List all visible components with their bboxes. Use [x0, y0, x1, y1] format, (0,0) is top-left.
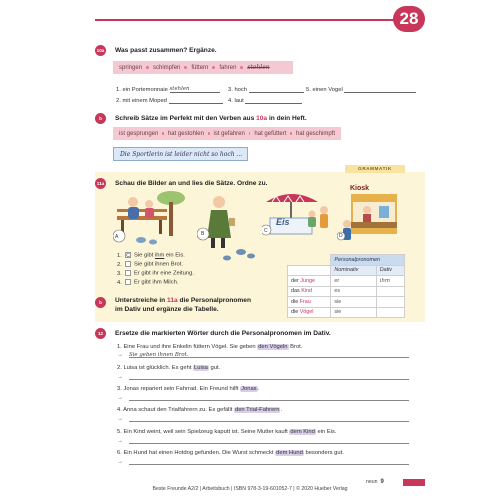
word-schimpfen: schimpfen: [153, 64, 181, 71]
ex12-answer-2[interactable]: →: [117, 374, 409, 380]
exercise-12-instruction: Ersetze die markierten Wörter durch die Personalpronomen im Dativ.: [115, 330, 331, 337]
separator-dot: [249, 132, 251, 135]
ex12-answer-5[interactable]: →: [117, 438, 409, 444]
table-row: das Kind es: [288, 286, 405, 297]
exercise-10a-instruction: Was passt zusammen? Ergänze.: [115, 47, 217, 54]
page-tag: [403, 479, 425, 486]
illustration-c-sign: Eis: [276, 217, 290, 227]
ex12-item-2: 2. Luisa ist glücklich. Es geht Luisa gut.: [117, 365, 221, 371]
answer-field[interactable]: stehlen: [170, 86, 220, 93]
column-header-dativ: Dativ: [376, 265, 404, 276]
fill-item-2: 2. mit einem Moped: [116, 97, 223, 104]
separator-dot: [290, 132, 292, 135]
ex12-answer-6[interactable]: →: [117, 459, 409, 465]
header-rule: [95, 19, 415, 21]
illustration-b-woman-pigeons: [197, 192, 259, 264]
unit-badge: 28: [393, 6, 425, 32]
illustration-c-ice-cream: [262, 190, 334, 242]
word-ist-gesprungen: ist gesprungen: [119, 130, 159, 137]
word-hat-gestohlen: hat gestohlen: [167, 130, 204, 137]
answer-cell[interactable]: [376, 286, 404, 297]
illustration-letter-b: B: [201, 231, 205, 237]
separator-dot: [208, 132, 210, 135]
personal-pronoun-table: [287, 254, 405, 318]
grammar-tab-label: GRAMMATIK: [345, 165, 405, 173]
fill-item-3: 3. hoch: [228, 86, 304, 93]
exercise-10b-instruction: Schreib Sätze im Perfekt mit den Verben aus 10a in dein Heft.: [115, 115, 307, 122]
fill-item-5: 5. einen Vogel: [306, 86, 416, 93]
separator-dot: [184, 66, 187, 69]
illustration-letter-d: D: [339, 233, 343, 239]
answer-checkbox[interactable]: C: [126, 253, 130, 259]
illustration-letter-c: C: [264, 228, 268, 234]
separator-dot: [146, 66, 149, 69]
word-hat-geschimpft: hat geschimpft: [295, 130, 336, 137]
fill-item-4: 4. laut: [228, 97, 302, 104]
ex12-answer-3[interactable]: →: [117, 395, 409, 401]
word-fahren: fahren: [219, 64, 237, 71]
word-hat-gefuettert: hat gefüttert: [254, 130, 287, 137]
word-ist-gefahren: ist gefahren: [213, 130, 245, 137]
exercise-11b-instruction-line2: im Dativ und ergänze die Tabelle.: [115, 306, 219, 313]
separator-dot: [162, 132, 164, 135]
page-number: neun 9: [366, 479, 384, 485]
answer-cell[interactable]: [376, 307, 404, 318]
exercise-number-11a: 11a: [95, 178, 106, 189]
sentence-2: 2. Sie gibt ihnen Brot.: [117, 261, 183, 268]
word-stehlen-crossed: stehlen: [247, 64, 270, 71]
ex12-answer-1[interactable]: → Sie geben ihnen Brot.: [117, 352, 409, 358]
answer-field[interactable]: [249, 86, 304, 93]
exercise-number-11b: b: [95, 297, 106, 308]
table-row: der Junge er ihm: [288, 276, 405, 287]
table-row: die Vögel sie: [288, 307, 405, 318]
word-fuettern: füttern: [191, 64, 209, 71]
illustration-a-bench-birds: [113, 190, 193, 248]
illustration-d-kiosk: [337, 184, 403, 244]
answer-checkbox[interactable]: [125, 261, 131, 267]
example-sentence-box: [113, 147, 248, 161]
exercise-11b-instruction-line1: Unterstreiche in 11a die Personalpronomen: [115, 297, 251, 304]
exercise-number-10b: b: [95, 113, 106, 124]
illustration-d-sign: Kiosk: [350, 185, 370, 192]
separator-dot: [212, 66, 215, 69]
illustration-letter-a: A: [115, 234, 119, 240]
word-box-10a: [113, 61, 293, 74]
exercise-11a-instruction: Schau die Bilder an und lies die Sätze. Ordne zu.: [115, 180, 268, 187]
word-box-10b: [113, 127, 341, 140]
separator-dot: [240, 66, 243, 69]
ex12-item-4: 4. Anna schaut den Trialfahrern zu. Es gefällt den Trial-Fahrern.: [117, 407, 283, 413]
answer-field[interactable]: [169, 97, 223, 104]
ex12-item-1: 1. Eine Frau und ihre Enkelin füttern Vögel. Sie geben den Vögeln Brot.: [117, 344, 303, 350]
sentence-4: 4. Er gibt ihm Milch.: [117, 279, 179, 286]
footer-credits: Beste Freunde A2/2 | Arbeitsbuch | ISBN 978-3-19-601052-7 | © 2020 Hueber Verlag: [152, 486, 348, 492]
answer-cell[interactable]: [376, 297, 404, 308]
sentence-3: 3. Er gibt ihr eine Zeitung.: [117, 270, 194, 277]
ex12-item-6: 6. Ein Hund hat einen Hotdog gefunden. Die Wurst schmeckt dem Hund besonders gut.: [117, 450, 344, 456]
exercise-number-12: 12: [95, 328, 106, 339]
answer-checkbox[interactable]: [125, 270, 131, 276]
example-sentence: Die Sportlerin ist leider nicht so hoch ...: [120, 151, 243, 158]
sentence-1: 1. C Sie gibt ihm ein Eis.: [117, 252, 185, 259]
ex12-item-5: 5. Ein Kind weint, weil sein Spielzeug kaputt ist. Seine Mutter kauft dem Kind ein Eis.: [117, 429, 337, 435]
table-title: Personalpronomen: [331, 255, 405, 266]
ex12-answer-4[interactable]: →: [117, 416, 409, 422]
fill-item-1: 1. ein Portemonnaie stehlen: [116, 86, 220, 93]
exercise-number-10a: 10a: [95, 45, 106, 56]
ex12-item-3: 3. Jonas repariert sein Fahrrad. Ein Freund hilft Jonas.: [117, 386, 260, 392]
column-header-nominativ: Nominativ: [331, 265, 376, 276]
word-springen: springen: [119, 64, 143, 71]
answer-cell[interactable]: ihm: [376, 276, 404, 287]
answer-field[interactable]: [245, 97, 302, 104]
answer-checkbox[interactable]: [125, 279, 131, 285]
answer-field[interactable]: [344, 86, 416, 93]
table-row: die Frau sie: [288, 297, 405, 308]
